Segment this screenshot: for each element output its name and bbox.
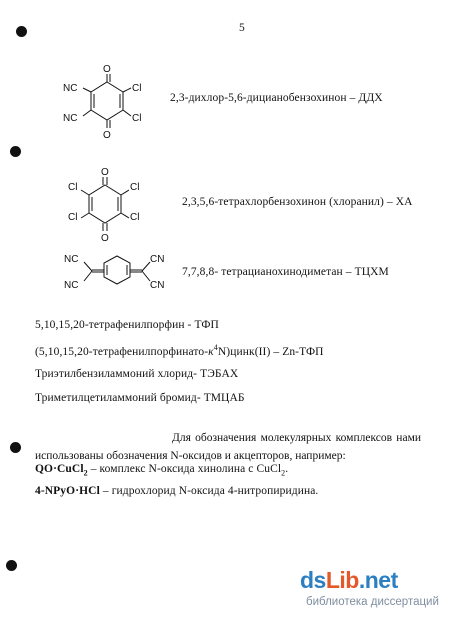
binder-hole-3 xyxy=(10,442,21,453)
chloranil-o-top: O xyxy=(101,167,109,178)
ddq-cl-2: Cl xyxy=(132,113,142,124)
compound-ddq-label: 2,3-дихлор-5,6-дицианобензохинон – ДДХ xyxy=(170,92,383,104)
abbr-tpp: 5,10,15,20-тетрафенилпорфин - ТФП xyxy=(35,319,219,331)
ddq-o-bottom: O xyxy=(103,130,111,141)
zn-line-kappa: κ xyxy=(208,345,214,358)
tcnq-nc-1: NC xyxy=(64,254,79,265)
tcnq-nc-2: NC xyxy=(64,280,79,291)
zn-line-sup: 4 xyxy=(213,343,218,352)
binder-hole-1 xyxy=(16,26,27,37)
chloranil-cl-1: Cl xyxy=(68,182,78,193)
compound-chloranil-label: 2,3,5,6-тетрахлорбензохинон (хлоранил) – ХА xyxy=(182,196,413,208)
example-2-formula: 4-NPyO·HCl xyxy=(35,485,100,497)
chloranil-cl-4: Cl xyxy=(130,212,140,223)
ddq-structure xyxy=(55,62,155,152)
ddq-nc-1: NC xyxy=(63,83,78,94)
example-quinoline-complex xyxy=(35,463,288,477)
abbr-zn-tpp xyxy=(35,343,324,358)
example-1-text: – комплекс N-оксида хинолина с CuCl xyxy=(87,463,282,475)
chloranil-cl-3: Cl xyxy=(130,182,140,193)
tcnq-cn-1: CN xyxy=(150,254,165,265)
example-1-text-sub: 2 xyxy=(281,468,286,478)
binder-hole-2 xyxy=(10,146,21,157)
binder-hole-4 xyxy=(6,560,17,571)
abbr-tebac: Триэтилбензиламмоний хлорид- ТЭБАХ xyxy=(35,368,239,380)
example-1-formula-sub: 2 xyxy=(83,468,88,478)
chloranil-structure xyxy=(55,165,155,260)
page-number: 5 xyxy=(239,22,245,34)
example-1-formula: QO·CuCl xyxy=(35,463,84,475)
abbr-tmcab: Триметилцетиламмоний бромид- ТМЦАБ xyxy=(35,392,245,404)
chloranil-cl-2: Cl xyxy=(68,212,78,223)
tcnq-structure xyxy=(62,250,172,295)
tcnq-cn-2: CN xyxy=(150,280,165,291)
ddq-nc-2: NC xyxy=(63,113,78,124)
example-1-end: . xyxy=(285,463,289,475)
zn-line-prefix: (5,10,15,20-тетрафенилпорфинато- xyxy=(35,345,209,358)
ddq-cl-1: Cl xyxy=(132,83,142,94)
dslib-watermark xyxy=(300,566,440,614)
dslib-logo xyxy=(300,566,398,594)
zn-line-suffix: N)цинк(II) – Zn-ТФП xyxy=(217,345,324,358)
example-2-text: – гидрохлорид N-оксида 4-нитропиридина. xyxy=(99,485,319,497)
example-nitropyridine-hcl xyxy=(35,485,318,497)
logo-net: .net xyxy=(358,566,398,593)
compound-tcnq-label: 7,7,8,8- тетрацианохинодиметан – ТЦХМ xyxy=(182,266,389,278)
chloranil-o-bottom: O xyxy=(101,233,109,244)
watermark-subtitle: библиотека диссертаций xyxy=(306,596,439,608)
complexes-paragraph: Для обозначения молекулярных комплексов нами использованы обозначения N-оксидов и акцепторов, например: xyxy=(35,432,421,462)
logo-ds: ds xyxy=(300,566,326,593)
logo-lib: Lib xyxy=(325,566,359,593)
ddq-o-top: O xyxy=(103,64,111,75)
